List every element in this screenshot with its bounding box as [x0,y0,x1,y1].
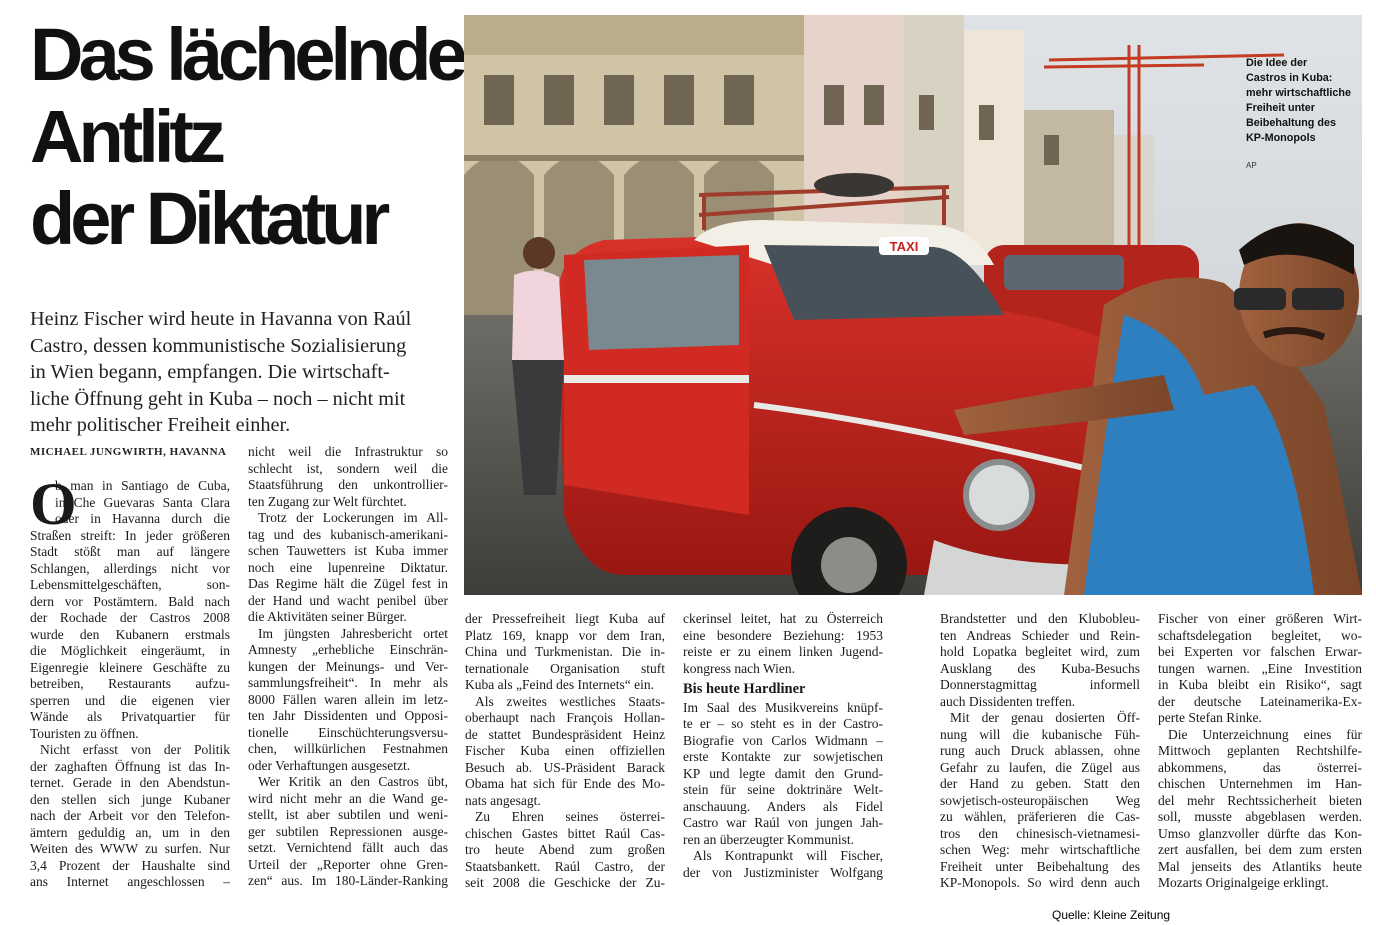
text-line: der Hand zu geben. Statt den [940,776,1140,791]
subheading: Bis heute Hardliner [683,681,806,697]
text-line: chischen Gastes bittet Raúl Cas- [465,825,665,841]
text-line: China und Turkmenistan. Die in- [465,644,665,659]
text-line: Brandstetter und den Klubobleu- [940,611,1140,626]
text-line: ternationale Organisation stuft [465,660,665,676]
caption-line: Die Idee der [1246,57,1308,69]
text-line: b man in Santiago de Cuba, [55,478,230,493]
caption-line: Freiheit unter [1246,102,1315,114]
photo-caption [1246,56,1358,146]
text-line: wird nicht mehr an die Wand ge- [248,790,448,806]
text-line: Fischer Kuba einen offiziellen [465,743,665,758]
text-line: hold Lopatka begleitet wird, zum [940,644,1140,659]
text-line: sammlungsfreiheit“. In mehr als [248,675,448,690]
text-line: schen Tauwetters ist Kuba immer [248,543,448,558]
text-line: de stattet Bundespräsident Heinz [465,726,665,742]
text-line: chen, willkürlichen Festnahmen [248,741,448,756]
article-column-5 [940,611,1140,892]
caption-line: KP-Monopols [1246,132,1316,144]
text-line: bei Experten vor falschen Erwar- [1158,644,1362,659]
text-line: ger subtilen Repressionen ausge- [248,823,448,839]
text-line: ten Jahr Dissidenten und Opposi- [248,708,448,723]
text-line: Platz 169, knapp vor dem Iran, [465,627,665,643]
text-line: zert ausfallen, bei dem zum ersten [1158,842,1362,857]
text-line: Weiten des WWW zu surfen. Nur [30,841,230,856]
text-line: die Möglichkeit eingeräumt, in [30,643,230,658]
text-line: Mittwoch geplanten Rechtshilfe- [1158,743,1362,758]
text-line: Das Regime hält die Zügel fest in [248,576,448,591]
text-line: die Aktivitäten seiner Bürger. [248,609,407,624]
text-line: Wer Kritik an den Castros übt, [258,774,448,789]
headline-line: Das lächelnde [30,13,463,96]
text-line: ten Andreas Schieder und Rein- [940,627,1140,643]
text-line: stellt, ist aber subtilen und weni- [248,807,448,822]
byline: MICHAEL JUNGWIRTH, HAVANNA [30,446,227,458]
source-note: Quelle: Kleine Zeitung [1052,908,1171,922]
text-line: Lebensmittelgeschäften, son- [30,577,230,592]
text-line: Eigenregie kleinere Geschäfte zu [30,659,230,675]
text-line: tag und des kubanisch-amerikani- [248,526,448,542]
text-line: Urteil der „Reporter ohne Gren- [248,856,448,872]
deck-line: mehr politischer Freiheit einher. [30,414,291,437]
deck-line: Castro, dessen kommunistische Sozialisierung [30,334,407,357]
article-column-3 [465,611,665,892]
text-line: Im jüngsten Jahresbericht ortet [258,625,448,641]
text-line: Zu Ehren seines österrei- [475,809,665,824]
text-line: betreiben, Restaurants aufzu- [30,676,230,691]
text-line: ans Internet angeschlossen – [30,874,230,889]
text-line: Trotz der Lockerungen im All- [258,510,448,525]
text-line: der Hand und wacht penibel über [248,592,448,608]
text-line: kungen der Meinungs- und Ver- [248,658,448,674]
text-line: oder Verhaftungen ausgesetzt. [248,757,411,773]
text-line: Stadt stößt man auf längere [30,544,230,559]
text-line: dern vor Postämtern. Bald nach [30,593,230,609]
headline-line: Antlitz [30,95,222,178]
deck-line: in Wien begann, empfangen. Die wirtschaft- [30,361,390,384]
text-line: der Rochade der Castros 2008 [30,610,230,625]
text-line: Straßen streift: In jeder größeren [30,527,230,543]
text-line: zen“ aus. Im 180-Länder-Ranking [248,873,448,888]
text-line: den stellen sich junge Kubaner [30,791,230,807]
article-deck [30,306,460,439]
text-line: nach der Arbeit vor den Telefon- [30,808,230,823]
text-line: KP und legte damit den Grund- [683,765,883,781]
text-line: Freiheit unter Beibehaltung des [940,858,1140,874]
text-line: Mit der genau dosierten Öff- [950,710,1140,725]
text-line: 3,4 Prozent der Haushalte sind [30,857,230,873]
text-line: Donnerstagmittag informell [940,677,1140,692]
text-line: Castro war Raúl von jungen Jah- [683,815,883,830]
text-line: in Che Guevaras Santa Clara [55,494,230,510]
article-column-6 [1158,611,1362,892]
text-line: seit 2008 die Geschicke der Zu- [465,875,665,890]
taxi-sign: TAXI [889,239,919,254]
text-line: erste Kontakte zur sowjetischen [683,749,883,764]
text-line: Obama hat sich für Ende des Mo- [465,776,665,791]
text-line: Besuch ab. US-Präsident Barack [465,759,665,775]
text-line: stein für seine doktrinäre Welt- [683,782,883,797]
article-column-1 [30,471,230,891]
havana-taxi-illustration [464,15,1362,595]
text-line: zu wählen, präferieren die Cas- [940,809,1140,824]
text-line: noch eine lupenreine Diktatur. [248,559,448,575]
text-line: tungen warnen. „Eine Investition [1158,660,1362,676]
text-line: der Pressefreiheit liegt Kuba auf [465,611,665,626]
text-line: Nicht erfasst von der Politik [40,742,230,757]
text-line: tro heute Abend zum großen [465,842,665,857]
drop-cap: O [30,471,77,537]
text-line: del mehr Rechtssicherheit bieten [1158,792,1362,808]
text-line: Als zweites westliches Staats- [475,693,665,709]
text-line: ckerinsel leitet, hat zu Österreich [683,611,883,626]
text-line: Mal jenseits des Atlantiks heute [1158,858,1362,874]
article-column-4 [683,611,883,881]
text-line: schen Weg: mehr wirtschaftliche [940,842,1140,857]
text-line: oberhaupt nach François Hollan- [465,710,665,725]
text-line: abkommens, das österrei- [1158,759,1362,775]
text-line: Fischer von einer größeren Wirt- [1158,611,1362,626]
text-line: sperren und die eigenen vier [30,692,230,708]
text-line: Als Kontrapunkt will Fischer, [693,848,883,863]
text-line: Kuba als „Feind des Internets“ ein. [465,677,654,692]
text-line: eine besondere Beziehung: 1953 [683,627,883,643]
text-line: oder in Havanna durch die [55,511,230,526]
caption-line: Beibehaltung des [1246,117,1336,129]
text-line: 8000 Fällen waren allein im letz- [248,691,448,707]
text-line: nicht weil die Infrastruktur so [248,444,448,459]
photo-credit: AP [1246,161,1257,170]
text-line: tros den chinesisch-vietnamesi- [940,825,1140,841]
caption-line: Castros in Kuba: [1246,72,1333,84]
caption-line: mehr wirtschaftliche [1246,87,1352,99]
text-line: ren an überzeugter Kommunist. [683,831,854,847]
text-line: nats angesagt. [465,792,541,808]
text-line: auch Dissidenten treffen. [940,693,1076,709]
text-line: nung will die kubanische Füh- [940,726,1140,742]
text-line: der zaghaften Öffnung ist das In- [30,758,230,774]
text-line: Mozarts Originalgeige erklingt. [1158,875,1329,890]
text-line: ten Zugang zur Welt fürchtet. [248,493,407,509]
text-line: wurde den Kubanern erstmals [30,626,230,642]
text-line: Biografie von Carlos Widmann – [683,732,883,748]
text-line: Gefahr zu laufen, die Zügel aus [940,759,1140,775]
deck-line: Heinz Fischer wird heute in Havanna von Raúl [30,308,412,330]
text-line: schlecht ist, sondern weil die [248,460,448,476]
text-line: Im Saal des Musikvereins knüpf- [683,699,883,715]
deck-line: liche Öffnung geht in Kuba – noch – nicht mit [30,387,406,410]
text-line: sowjetisch-osteuropäischen Weg [940,792,1140,808]
text-line: Staatsführung den unkontrollier- [248,477,448,492]
text-line: Ausklang des Kuba-Besuchs [940,660,1140,676]
text-line: anschauung. Anders als Fidel [683,798,883,814]
text-line: chischen Unternehmen im Han- [1158,776,1362,791]
text-line: Staatsbankett. Raúl Castro, der [465,858,665,874]
text-line: kongress nach Wien. [683,660,796,676]
text-line: Umso glanzvoller dürfte das Kon- [1158,825,1362,841]
text-line: Die Unterzeichnung eines für [1168,726,1362,742]
text-line: soll, musste abgeblasen werden. [1158,809,1362,824]
text-line: schaftsdelegation begleitet, wo- [1158,627,1362,643]
text-line: setzt. Vernichtend fällt auch das [248,840,448,855]
article-photo [464,15,1362,595]
text-line: Schlangen, allerdings nicht vor [30,560,230,576]
headline [30,13,463,260]
text-line: Touristen zu öffnen. [30,725,139,741]
text-line: perte Stefan Rinke. [1158,710,1262,725]
text-line: der deutsche Lateinamerika-Ex- [1158,693,1362,709]
text-line: reiste er zu einem linken Jugend- [683,644,883,659]
text-line: ternet. Gerade in den Abendstun- [30,775,230,790]
article-column-2 [248,444,448,890]
text-line: ämtern geduldig an, um in den [30,824,230,840]
text-line: tionelle Einschüchterungsversu- [248,724,448,740]
text-line: KP-Monopols. So wird denn auch [940,875,1140,890]
text-line: Amnesty „erhebliche Einschrän- [248,642,448,657]
text-line: te er – so steht es in der Castro- [683,716,883,731]
headline-line: der Diktatur [30,177,386,260]
text-line: Wände als Privatquartier für [30,709,230,724]
text-line: in Kuba bleibt ein Risiko“, sagt [1158,677,1362,692]
text-line: rung auch Druck ablassen, ohne [940,743,1140,758]
text-line: der von Justizminister Wolfgang [683,864,883,880]
